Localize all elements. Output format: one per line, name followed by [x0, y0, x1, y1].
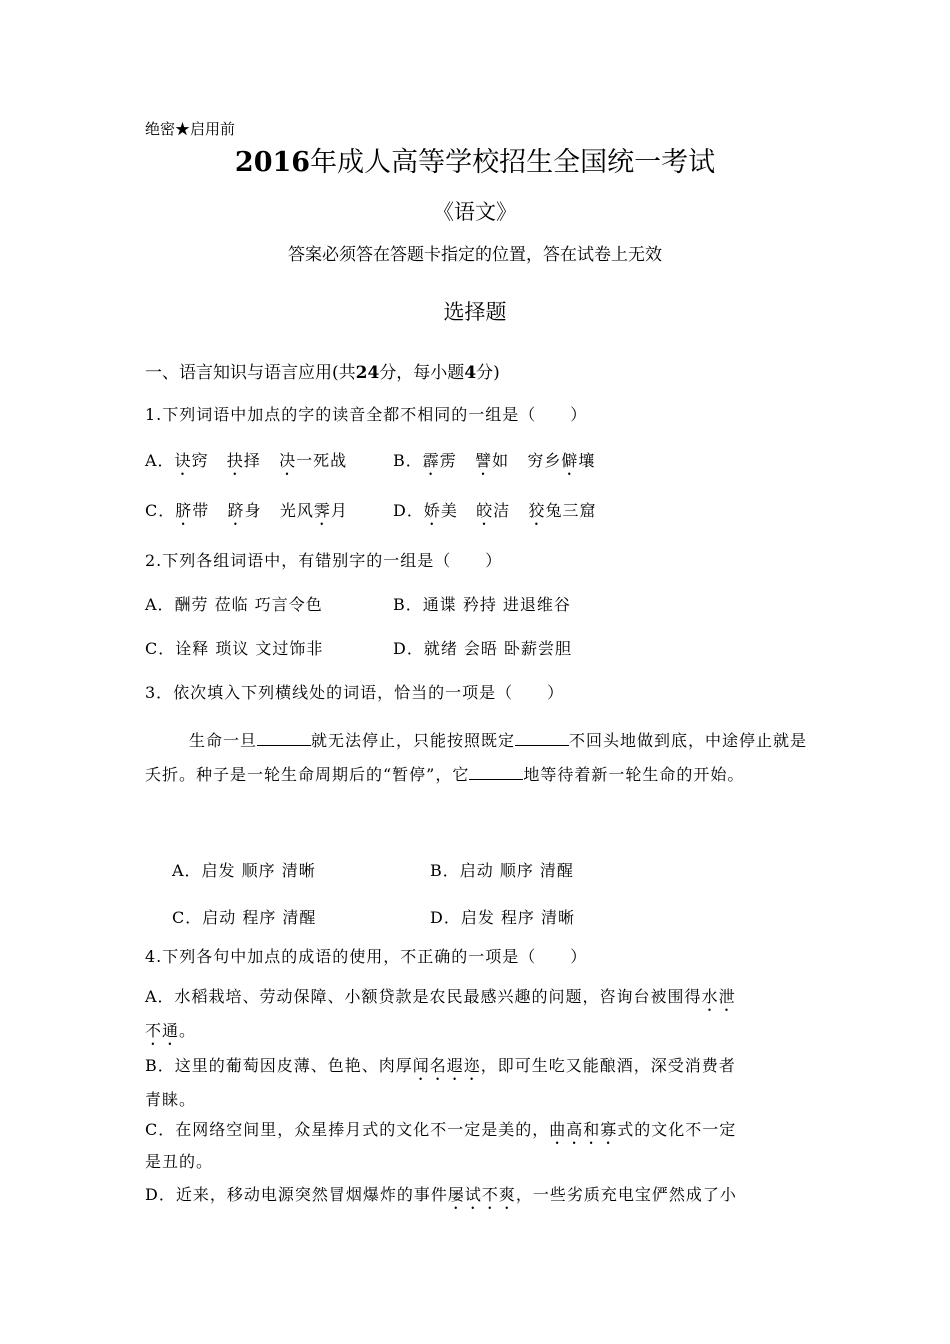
option-label: B．	[393, 451, 423, 470]
char: 穷乡	[527, 451, 562, 470]
question-3-option-c: C．启动 程序 清醒	[172, 908, 317, 927]
dotted-char: 娇	[423, 501, 441, 520]
question-1-stem: 1.下列词语中加点的字的读音全都不相同的一组是（ ）	[145, 405, 588, 424]
question-4-stem: 4.下列各句中加点的成语的使用，不正确的一项是（ ）	[145, 947, 588, 966]
question-2-option-b: B．通谍 矜持 进退维谷	[393, 595, 571, 614]
section-one-each: 4	[464, 363, 477, 383]
exam-title	[0, 140, 950, 179]
dotted-char: 决	[279, 451, 297, 470]
question-1-option-d	[393, 498, 596, 529]
char: 洁	[493, 501, 511, 520]
option-label: D．	[393, 501, 424, 520]
char: 光风	[279, 501, 314, 520]
option-label: C．	[145, 501, 176, 520]
option-text: D．近来，移动电源突然冒烟爆炸的事件	[145, 1185, 448, 1204]
dotted-char: 狡	[528, 501, 546, 520]
exam-title-year: 2016	[234, 147, 311, 178]
option-text: C．在网络空间里，众星捧月式的文化不一定是美的，	[145, 1120, 550, 1139]
option-text: 式的文化不一定	[617, 1120, 737, 1139]
question-2-stem: 2.下列各组词语中，有错别字的一组是（ ）	[145, 551, 503, 570]
char: 壤	[578, 451, 596, 470]
char: 择	[243, 451, 261, 470]
dotted-char: 譬	[475, 451, 493, 470]
question-3-option-d: D．启发 程序 清晰	[430, 908, 576, 927]
question-3-option-b: B．启动 顺序 清醒	[430, 861, 574, 880]
option-label: A．	[145, 451, 175, 470]
question-4-option-a-line1	[145, 984, 736, 1015]
question-1-option-a	[145, 448, 347, 479]
section-one-total: 24	[355, 363, 380, 383]
question-1-option-c	[145, 498, 348, 529]
option-text: ，一些劣质充电宝俨然成了小	[515, 1185, 737, 1204]
section-one-heading	[145, 358, 500, 383]
question-4-option-b-line2: 青睐。	[145, 1090, 197, 1109]
question-2-option-a: A．酬劳 莅临 巧言令色	[145, 595, 323, 614]
question-4-option-c-line2: 是丑的。	[145, 1152, 214, 1171]
question-4-option-c-line1	[145, 1117, 736, 1148]
char: 雳	[439, 451, 457, 470]
dotted-char: 霁	[313, 501, 331, 520]
char: 美	[440, 501, 458, 520]
question-2-option-d: D．就绪 会晤 卧薪尝胆	[393, 639, 573, 658]
option-text: A．水稻栽培、劳动保障、小额贷款是农民最感兴趣的问题，咨询台被围得	[145, 987, 702, 1006]
fill-blank	[469, 765, 523, 780]
char: 身	[244, 501, 262, 520]
dotted-char: 僻	[561, 451, 579, 470]
subject-title: 《语文》	[433, 200, 517, 224]
dotted-char: 脐	[175, 501, 193, 520]
char: 月	[330, 501, 348, 520]
passage-text: 不回头地做到底，中途停止就是夭折。种子是一轮生命周期后的“暂停”，它	[145, 731, 808, 784]
section-one-suffix: 分)	[476, 363, 500, 383]
fill-blank	[515, 731, 569, 746]
question-3-stem: 3．依次填入下列横线处的词语，恰当的一项是（ ）	[145, 683, 565, 702]
fill-blank	[257, 731, 311, 746]
passage-text: 就无法停止，只能按照既定	[311, 731, 516, 750]
char: 如	[492, 451, 510, 470]
dotted-idiom: 曲高和寡	[549, 1120, 618, 1139]
dotted-idiom: 水泄	[701, 987, 736, 1006]
char: 一死战	[296, 451, 348, 470]
question-3-passage	[145, 724, 810, 792]
option-text: B．这里的葡萄因皮薄、色艳、肉厚	[145, 1056, 413, 1075]
answer-notice: 答案必须答在答题卡指定的位置，答在试卷上无效	[288, 245, 662, 265]
section-one-mid: 分，每小题	[379, 363, 465, 383]
dotted-char: 抉	[226, 451, 244, 470]
char: 兔三窟	[545, 501, 597, 520]
question-1-option-b	[393, 448, 595, 479]
question-4-option-b-line1	[145, 1053, 736, 1084]
question-3-option-a: A．启发 顺序 清晰	[172, 861, 316, 880]
question-4-option-d-line1	[145, 1182, 737, 1213]
dotted-idiom: 屡试不爽	[447, 1185, 516, 1204]
passage-text: 地等待着新一轮生命的开始。	[523, 765, 745, 784]
char: 窍	[191, 451, 209, 470]
section-one-prefix: 一、语言知识与语言应用(共	[145, 363, 356, 383]
char: 带	[192, 501, 210, 520]
dotted-char: 诀	[174, 451, 192, 470]
dotted-char: 皎	[476, 501, 494, 520]
exam-title-text: 年成人高等学校招生全国统一考试	[310, 147, 716, 178]
option-text: ，即可生吃又能酿酒，深受消费者	[480, 1056, 736, 1075]
dotted-char: 霹	[422, 451, 440, 470]
secret-label: 绝密★启用前	[145, 120, 236, 138]
dotted-idiom: 不通	[145, 1021, 180, 1040]
dotted-char: 跻	[227, 501, 245, 520]
question-2-option-c: C．诠释 琐议 文过饰非	[145, 639, 324, 658]
passage-text: 生命一旦	[189, 731, 258, 750]
question-4-option-a-line2	[145, 1018, 196, 1049]
dotted-idiom: 闻名遐迩	[412, 1056, 481, 1075]
option-text: 。	[179, 1021, 197, 1040]
section-heading-choice: 选择题	[443, 300, 507, 324]
